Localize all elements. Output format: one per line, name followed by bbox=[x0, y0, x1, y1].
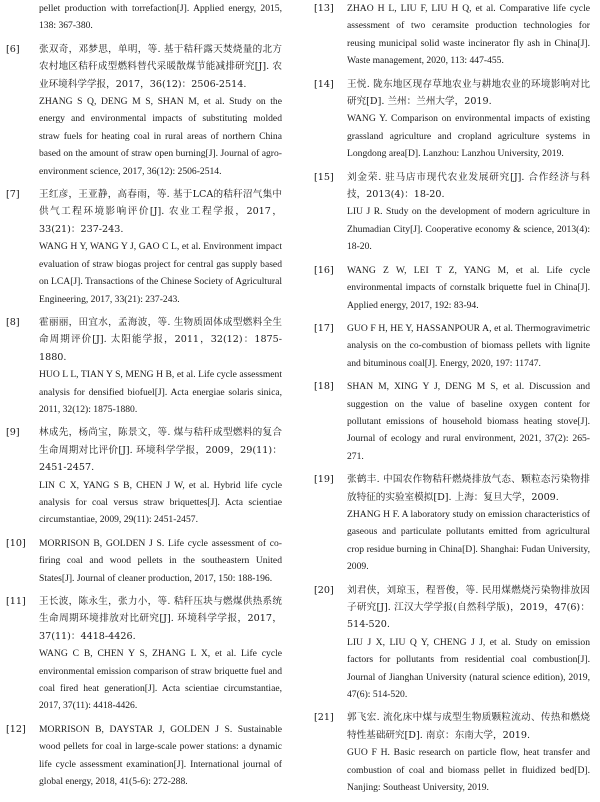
reference-text-en: WANG C B, CHEN Y S, ZHANG L X, et al. Life cycle environmental emission comparison of straw briquette fuel and coal fired heat generation[J]. Acta scientiae circumstantiae, 2017, 37(11): 4418-4426. bbox=[39, 648, 282, 712]
reference-number: [6] bbox=[6, 43, 20, 55]
reference-text-zh: 刘金荣. 驻马店市现代农业发展研究[J]. 合作经济与科技，2013(4)：18-20. bbox=[347, 171, 590, 201]
reference-text-en: pellet production with torrefaction[J]. Applied energy, 2015, 138: 367-380. bbox=[39, 3, 282, 32]
reference-number: [12] bbox=[6, 723, 26, 735]
reference-text-en: WANG Y. Comparison on environmental impacts of existing grassland agriculture and cropland agriculture systems in Longdong area[D]. Lanzhou: Lanzhou University, 2019. bbox=[347, 113, 590, 160]
reference-text-en: ZHAO H L, LIU F, LIU H Q, et al. Comparative life cycle assessment of two ceramsite production technologies for reusing municipal solid waste incinerator fly ash in China[J]. Waste management, 2020, 113: 447-455. bbox=[347, 3, 590, 67]
reference-text-en: GUO F H, HE Y, HASSANPOUR A, et al. Thermogravimetric analysis on the co-combustion of biomass pellets with lignite and bituminous coal[J]. Energy, 2020, 197: 11747. bbox=[347, 322, 590, 369]
reference-item bbox=[6, 314, 282, 418]
reference-text-en: MORRISON B, DAYSTAR J, GOLDEN J S. Sustainable wood pellets for coal in large-scale power stations: a dynamic life cycle assessment examination[J]. International journal of global energy, 2018, 41(5-6): 272-288. bbox=[39, 723, 282, 788]
reference-item bbox=[6, 424, 282, 528]
reference-item bbox=[314, 76, 590, 163]
reference-number: [11] bbox=[6, 596, 26, 607]
reference-item bbox=[314, 320, 590, 372]
reference-item bbox=[314, 0, 590, 70]
reference-text-zh: 郭飞宏. 流化床中煤与成型生物质颗粒流动、传热和燃烧特性基础研究[D]. 南京：东南大学，2019. bbox=[347, 712, 590, 741]
reference-item bbox=[6, 41, 282, 180]
reference-item bbox=[6, 535, 282, 587]
reference-text-en: GUO F H. Basic research on particle flow, heat transfer and combustion of coal and biomass pellet in fluidized bed[D]. Nanjing: Southeast University, 2019. bbox=[347, 747, 590, 794]
reference-number: [18] bbox=[314, 381, 334, 393]
reference-text-en: ZHANG H F. A laboratory study on emission characteristics of gaseous and particulate pollutants emitted from agricultural crop residue burning in China[D]. Shanghai: Fudan University, 2009. bbox=[347, 508, 590, 573]
reference-number: [14] bbox=[314, 78, 334, 90]
reference-item bbox=[314, 582, 590, 704]
reference-text-en: LIN C X, YANG S B, CHEN J W, et al. Hybrid life cycle analysis for coal versus straw briquettes[J]. Acta scientiae circumstantiae, 2009, 29(11): 2451-2457. bbox=[39, 479, 282, 526]
reference-number: [16] bbox=[314, 264, 334, 276]
reference-text-zh: 王红彦，王亚静，高春雨，等. 基于LCA的秸秆沼气集中供气工程环境影响评价[J]. 农业工程学报，2017，33(21)：237-243. bbox=[39, 189, 282, 235]
reference-number: [20] bbox=[314, 584, 334, 596]
reference-item bbox=[314, 169, 590, 256]
reference-text-zh: 王长波，陈永生，张力小，等. 秸秆压块与燃煤供热系统生命周期环境排放对比研究[J]. 环境科学学报，2017，37(11)：4418-4426. bbox=[39, 596, 282, 642]
reference-number: [7] bbox=[6, 189, 20, 201]
left-column bbox=[6, 0, 282, 796]
reference-item bbox=[314, 471, 590, 575]
reference-text-zh: 张鹤丰. 中国农作物秸秆燃烧排放气态、颗粒态污染物排放特征的实验室模拟[D]. 上海：复旦大学，2009. bbox=[347, 474, 590, 503]
reference-text-zh: 张双奇，邓梦思，单明，等. 基于秸秆露天焚烧量的北方农村地区秸秆成型燃料替代采暖散煤节能减排研究[J]. 农业环境科学学报，2017，36(12)：2506-2514. bbox=[39, 43, 282, 90]
reference-text-en: WANG H Y, WANG Y J, GAO C L, et al. Environment impact evaluation of straw biogas project for central gas supply based on LCA[J]. Transactions of the Chinese Society of Agricultural Engineering, 2017, 33(21): 237-243. bbox=[39, 241, 282, 305]
reference-number: [10] bbox=[6, 537, 26, 549]
reference-item bbox=[314, 262, 590, 314]
reference-item bbox=[314, 378, 590, 465]
reference-text-en: SHAN M, XING Y J, DENG M S, et al. Discussion and suggestion on the value of baseline oxygen content for pollutant emissions of household biomass heating stove[J]. Journal of ecology and rural environment, 2021, 37(2): 265-271. bbox=[347, 381, 590, 462]
reference-number: [9] bbox=[6, 427, 20, 439]
reference-text-en: LIU J X, LIU Q Y, CHENG J J, et al. Study on emission factors for pollutants from residential coal combustion[J]. Journal of Jianghan University (natural science edition), 2019, 47(6): 514-520. bbox=[347, 636, 590, 701]
reference-text-en: HUO L L, TIAN Y S, MENG H B, et al. Life cycle assessment analysis for densified biofuel[J]. Acta energiae solaris sinica, 2011, 32(12): 1875-1880. bbox=[39, 369, 282, 415]
reference-text-zh: 霍丽丽，田宜水，孟海波，等. 生物质固体成型燃料全生命周期评价[J]. 太阳能学报，2011，32(12)：1875-1880. bbox=[39, 316, 282, 363]
reference-number: [15] bbox=[314, 171, 334, 183]
reference-item bbox=[6, 721, 282, 791]
reference-number: [19] bbox=[314, 474, 334, 486]
reference-text-en: LIU J R. Study on the development of modern agriculture in Zhumadian City[J]. Cooperative economy & science, 2013(4): 18-20. bbox=[347, 206, 590, 253]
reference-text-zh: 刘君侠，刘琼玉，程晋俊，等. 民用煤燃烧污染物排放因子研究[J]. 江汉大学学报(自然科学版)，2019，47(6)：514-520. bbox=[347, 584, 590, 631]
reference-item bbox=[6, 186, 282, 308]
reference-item bbox=[314, 709, 590, 796]
reference-text-en: ZHANG S Q, DENG M S, SHAN M, et al. Study on the energy and environmental impacts of substituting molded straw fuels for heating coal in rural areas of northern China based on the amount of straw open burning[J]. Journal of agro-environment science, 2017, 36(12): 2506-2514. bbox=[39, 96, 282, 177]
right-column bbox=[314, 0, 590, 802]
reference-item bbox=[6, 593, 282, 715]
reference-number: [8] bbox=[6, 316, 20, 328]
reference-number: [17] bbox=[314, 322, 334, 334]
reference-text-en: WANG Z W, LEI T Z, YANG M, et al. Life cycle environmental impacts of cornstalk briquette fuel in China[J]. Applied energy, 2017, 192: 83-94. bbox=[347, 264, 590, 311]
reference-number: [13] bbox=[314, 3, 334, 14]
reference-number: [21] bbox=[314, 712, 334, 724]
reference-item bbox=[6, 0, 282, 35]
reference-text-en: MORRISON B, GOLDEN J S. Life cycle assessment of co-firing coal and wood pellets in the southeastern United States[J]. Journal of cleaner production, 2017, 150: 188-196. bbox=[39, 537, 282, 584]
reference-text-zh: 林成先，杨尚宝，陈景文，等. 煤与秸秆成型燃料的复合生命周期对比评价[J]. 环境科学学报，2009，29(11)：2451-2457. bbox=[39, 427, 282, 474]
reference-text-zh: 王悦. 陇东地区现存草地农业与耕地农业的环境影响对比研究[D]. 兰州：兰州大学，2019. bbox=[347, 78, 590, 108]
